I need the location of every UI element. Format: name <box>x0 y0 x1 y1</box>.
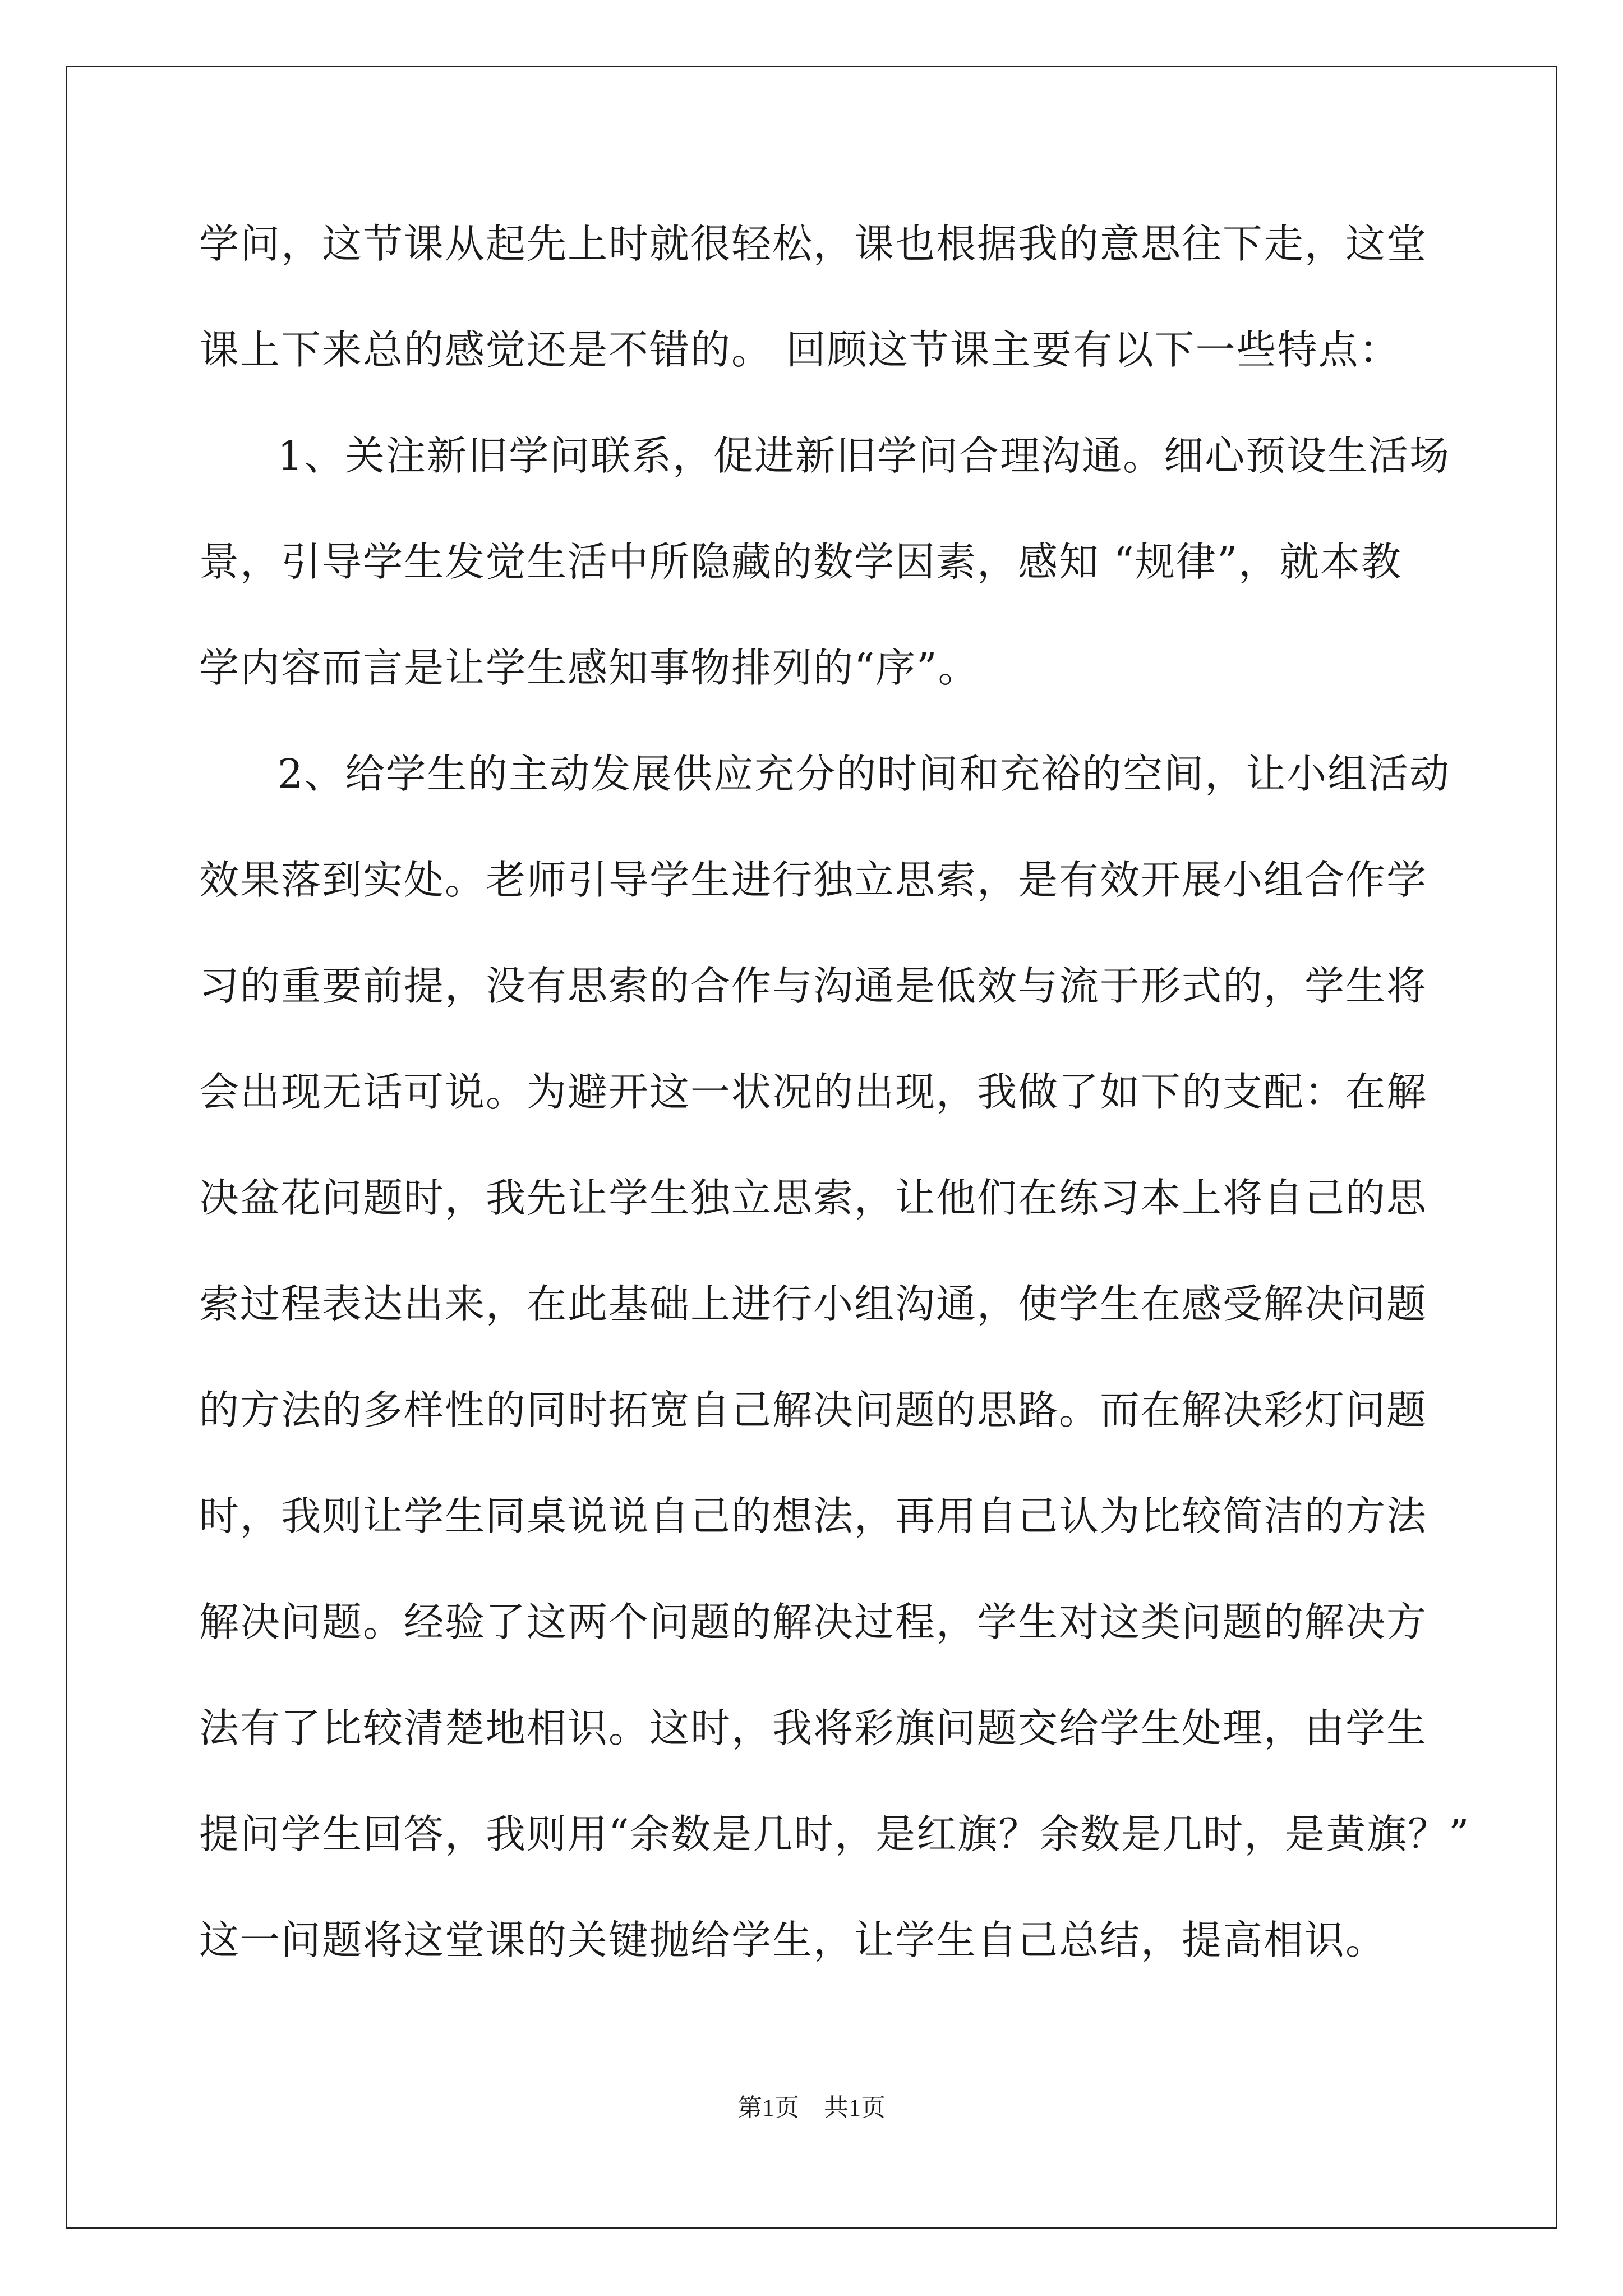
text-line: 学内容而言是让学生感知事物排列的“序”。 <box>199 645 979 691</box>
text-line: 提问学生回答，我则用“余数是几时，是红旗？余数是几时，是黄旗？” <box>199 1811 1470 1857</box>
paragraph-start-line: 1、关注新旧学问联系，促进新旧学问合理沟通。细心预设生活场 <box>278 432 1451 479</box>
text-line: 习的重要前提，没有思索的合作与沟通是低效与流于形式的，学生将 <box>199 963 1428 1009</box>
page-number-footer: 第1页 共1页 <box>737 2094 886 2122</box>
text-line: 决盆花问题时，我先让学生独立思索，让他们在练习本上将自己的思 <box>199 1175 1428 1221</box>
text-line: 法有了比较清楚地相识。这时，我将彩旗问题交给学生处理，由学生 <box>199 1705 1428 1751</box>
text-line: 时，我则让学生同桌说说自己的想法，再用自己认为比较简洁的方法 <box>199 1493 1428 1539</box>
text-line: 这一问题将这堂课的关键抛给学生，让学生自己总结，提高相识。 <box>199 1917 1387 1963</box>
text-line: 会出现无话可说。为避开这一状况的出现，我做了如下的支配：在解 <box>199 1069 1428 1115</box>
text-line: 索过程表达出来，在此基础上进行小组沟通，使学生在感受解决问题 <box>199 1281 1428 1327</box>
page-border <box>66 66 1557 2229</box>
paragraph-start-line: 2、给学生的主动发展供应充分的时间和充裕的空间，让小组活动 <box>278 751 1451 797</box>
text-line: 效果落到实处。老师引导学生进行独立思索，是有效开展小组合作学 <box>199 857 1428 903</box>
text-line: 的方法的多样性的同时拓宽自己解决问题的思路。而在解决彩灯问题 <box>199 1387 1428 1433</box>
text-line: 景，引导学生发觉生活中所隐藏的数学因素，感知 “规律”，就本教 <box>199 539 1403 585</box>
text-line: 学问，这节课从起先上时就很轻松，课也根据我的意思往下走，这堂 <box>199 220 1428 267</box>
text-line: 解决问题。经验了这两个问题的解决过程，学生对这类问题的解决方 <box>199 1599 1428 1645</box>
text-line: 课上下来总的感觉还是不错的。 回顾这节课主要有以下一些特点： <box>199 326 1400 373</box>
